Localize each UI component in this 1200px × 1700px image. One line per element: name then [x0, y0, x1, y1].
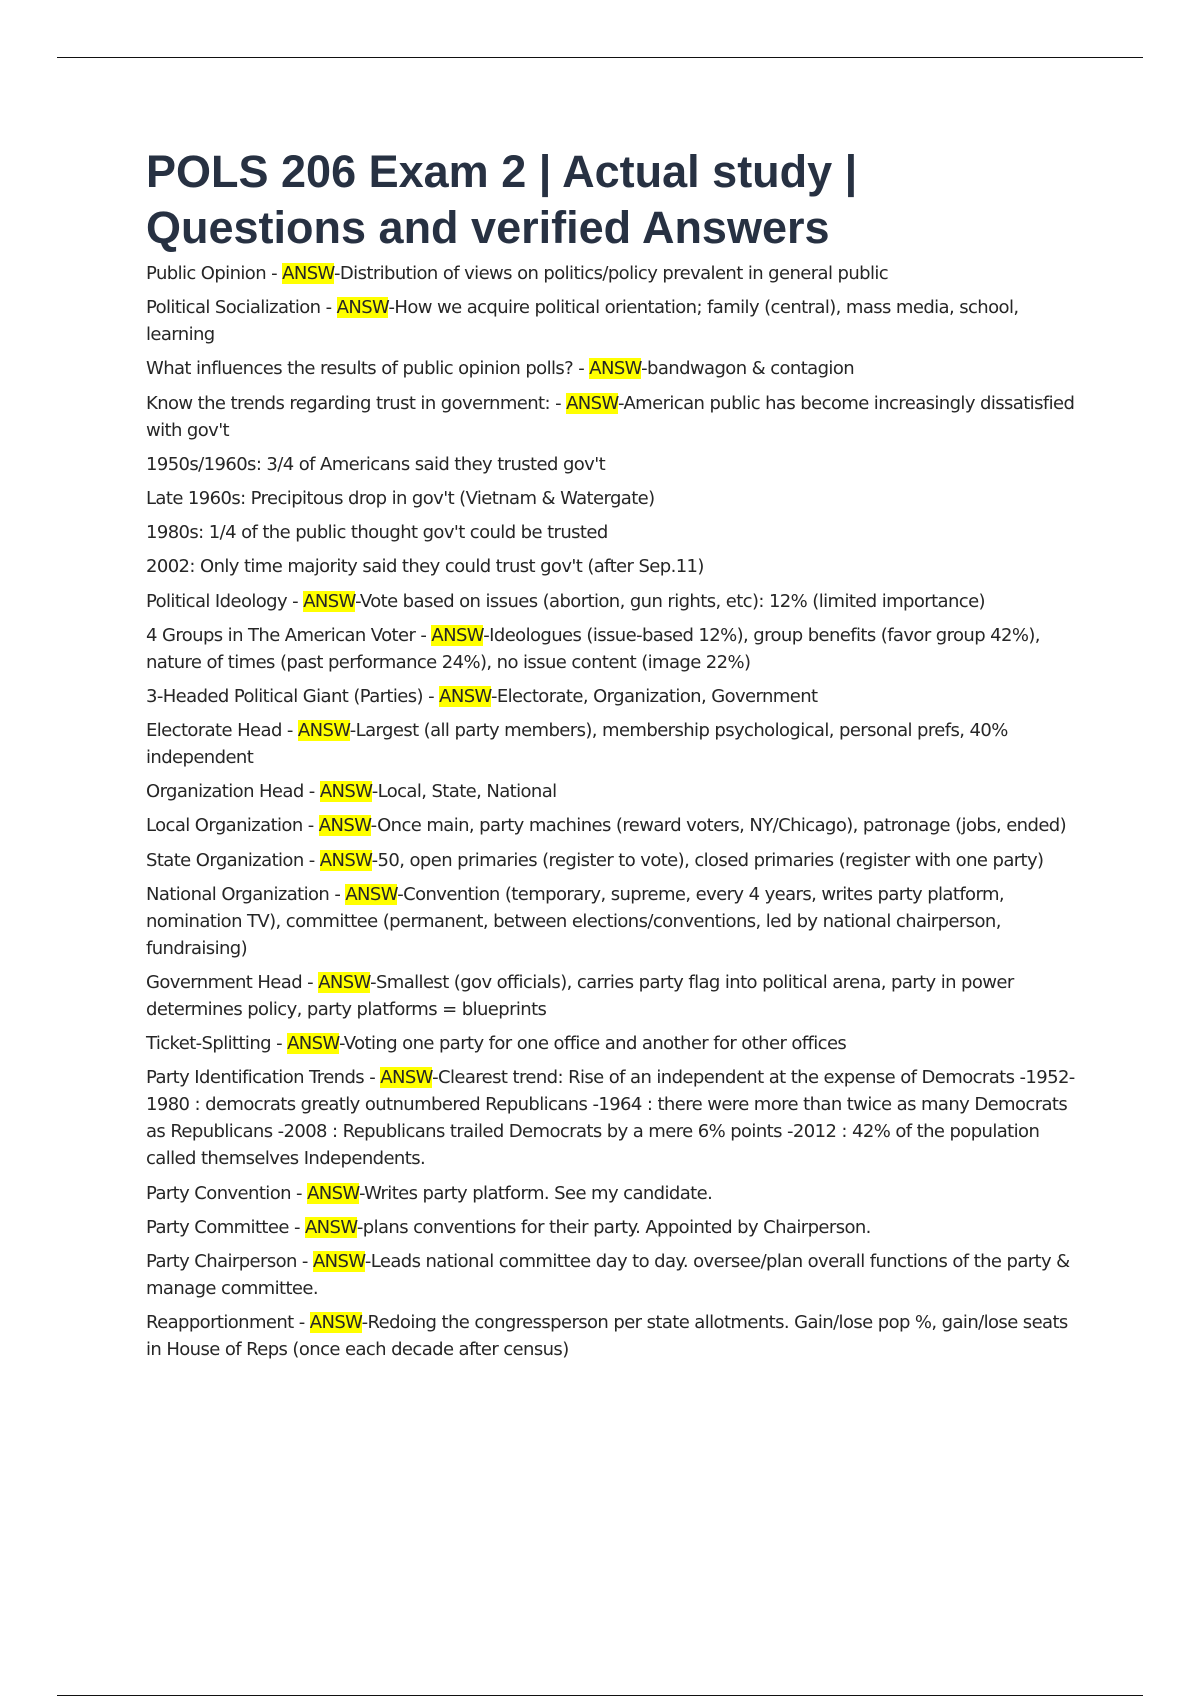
answer-marker-highlight: ANSW [304, 1216, 357, 1238]
answer-marker-highlight: ANSW [307, 1182, 359, 1204]
qa-entry [146, 1309, 1086, 1363]
entry-answer: -Local, State, National [371, 781, 557, 803]
document-body [146, 144, 1086, 1370]
entry-question: Party Convention - [146, 1182, 308, 1204]
answer-marker-highlight: ANSW [287, 1033, 339, 1055]
entry-question: Political Socialization - [146, 297, 337, 319]
document-title: POLS 206 Exam 2 | Actual study | Questions and verified Answers [146, 146, 858, 253]
entry-answer: -Leads national committee day to day. oversee/plan overall functions of the party & manage committee. [146, 1250, 1070, 1299]
qa-entry [146, 294, 1086, 348]
entry-answer: -Largest (all party members), membership psychological, personal prefs, 40% independent [146, 720, 1008, 769]
qa-entry [146, 588, 1086, 615]
entry-question: What influences the results of public opinion polls? - [146, 358, 590, 380]
qa-entry [146, 519, 1086, 546]
entry-question: State Organization - [146, 849, 320, 871]
qa-entry [146, 622, 1086, 676]
answer-marker-highlight: ANSW [303, 590, 356, 612]
qa-entry [146, 847, 1086, 874]
answer-marker-highlight: ANSW [297, 720, 350, 742]
answer-marker-highlight: ANSW [309, 1312, 362, 1334]
entry-answer: -Writes party platform. See my candidate. [358, 1182, 713, 1204]
entry-answer: -Convention (temporary, supreme, every 4 years, writes party platform, nomination TV), committee (permanent, between elections/conventions, led by national chairperson, fundraising) [146, 883, 1005, 959]
entry-answer: -Once main, party machines (reward voters, NY/Chicago), patronage (jobs, ended) [370, 815, 1067, 837]
answer-marker-highlight: ANSW [589, 358, 642, 380]
qa-entry [146, 717, 1086, 771]
qa-entry [146, 451, 1086, 478]
entry-text: 1950s/1960s: 3/4 of Americans said they trusted gov't [146, 453, 606, 475]
answer-marker-highlight: ANSW [319, 849, 372, 871]
entry-answer: -American public has become increasingly dissatisfied with gov't [146, 392, 1075, 441]
qa-entry [146, 812, 1086, 839]
entry-answer: -bandwagon & contagion [641, 358, 855, 380]
entry-answer: -Ideologues (issue-based 12%), group benefits (favor group 42%), nature of times (past performance 24%), no issue content (image 22%) [146, 624, 1040, 673]
answer-marker-highlight: ANSW [318, 972, 371, 993]
qa-list [146, 260, 1086, 1363]
entry-answer: -Electorate, Organization, Government [490, 685, 818, 707]
entry-question: Know the trends regarding trust in government: - [146, 392, 567, 414]
qa-entry [146, 390, 1086, 444]
entry-question: Political Ideology - [146, 590, 304, 612]
entry-question: Public Opinion - [146, 263, 283, 284]
entry-text: Late 1960s: Precipitous drop in gov't (Vietnam & Watergate) [146, 487, 655, 509]
answer-marker-highlight: ANSW [318, 815, 371, 837]
qa-entry [146, 485, 1086, 512]
entry-answer: -How we acquire political orientation; family (central), mass media, school, learning [146, 297, 1019, 346]
qa-entry [146, 1248, 1086, 1302]
entry-question: 3-Headed Political Giant (Parties) - [146, 685, 440, 707]
qa-entry [146, 553, 1086, 580]
qa-entry [146, 778, 1086, 805]
entry-question: Local Organization - [146, 815, 319, 837]
qa-entry [146, 260, 1086, 287]
qa-entry [146, 355, 1086, 382]
entry-answer: -plans conventions for their party. Appointed by Chairperson. [356, 1216, 871, 1238]
entry-answer: -Vote based on issues (abortion, gun rights, etc): 12% (limited importance) [355, 590, 985, 612]
qa-entry [146, 1214, 1086, 1241]
entry-question: Reapportionment - [146, 1312, 310, 1334]
entry-question: Government Head - [146, 972, 319, 993]
answer-marker-highlight: ANSW [566, 392, 618, 414]
entry-answer: -Distribution of views on politics/policy prevalent in general public [334, 263, 889, 284]
entry-answer: -Voting one party for one office and another for other offices [338, 1033, 847, 1055]
entry-answer: -50, open primaries (register to vote), closed primaries (register with one party) [371, 849, 1044, 871]
entry-answer: -Redoing the congressperson per state allotments. Gain/lose pop %, gain/lose seats in House of Reps (once each decade after census) [146, 1312, 1068, 1361]
qa-entry [146, 1030, 1086, 1057]
answer-marker-highlight: ANSW [431, 624, 484, 646]
answer-marker-highlight: ANSW [282, 263, 335, 284]
answer-marker-highlight: ANSW [439, 685, 491, 707]
entry-question: Organization Head - [146, 781, 320, 803]
entry-text: 1980s: 1/4 of the public thought gov't could be trusted [146, 522, 608, 544]
entry-question: 4 Groups in The American Voter - [146, 624, 432, 646]
entry-question: Ticket-Splitting - [146, 1033, 288, 1055]
top-rule [57, 57, 1143, 58]
entry-text: 2002: Only time majority said they could trust gov't (after Sep.11) [146, 556, 704, 578]
answer-marker-highlight: ANSW [319, 781, 372, 803]
entry-question: National Organization - [146, 883, 346, 905]
answer-marker-highlight: ANSW [312, 1250, 365, 1272]
qa-entry [146, 1180, 1086, 1207]
entry-question: Party Committee - [146, 1216, 305, 1238]
entry-answer: -Clearest trend: Rise of an independent at the expense of Democrats -1952-1980 : democrats greatly outnumbered Republicans -1964 : there were more than twice as many Democrats as Republicans -2008 : Republicans trailed Democrats by a mere 6% points -2012 : 42% of the population called themselves Independents. [146, 1067, 1075, 1170]
qa-entry [146, 881, 1086, 962]
answer-marker-highlight: ANSW [380, 1067, 433, 1089]
qa-entry [146, 969, 1086, 1023]
answer-marker-highlight: ANSW [345, 883, 398, 905]
entry-question: Party Identification Trends - [146, 1067, 381, 1089]
entry-question: Electorate Head - [146, 720, 298, 742]
qa-entry [146, 683, 1086, 710]
entry-question: Party Chairperson - [146, 1250, 313, 1272]
answer-marker-highlight: ANSW [336, 297, 389, 319]
entry-answer: -Smallest (gov officials), carries party flag into political arena, party in power determines policy, party platforms = blueprints [146, 972, 1014, 1020]
qa-entry [146, 1064, 1086, 1172]
bottom-rule [57, 1695, 1143, 1696]
